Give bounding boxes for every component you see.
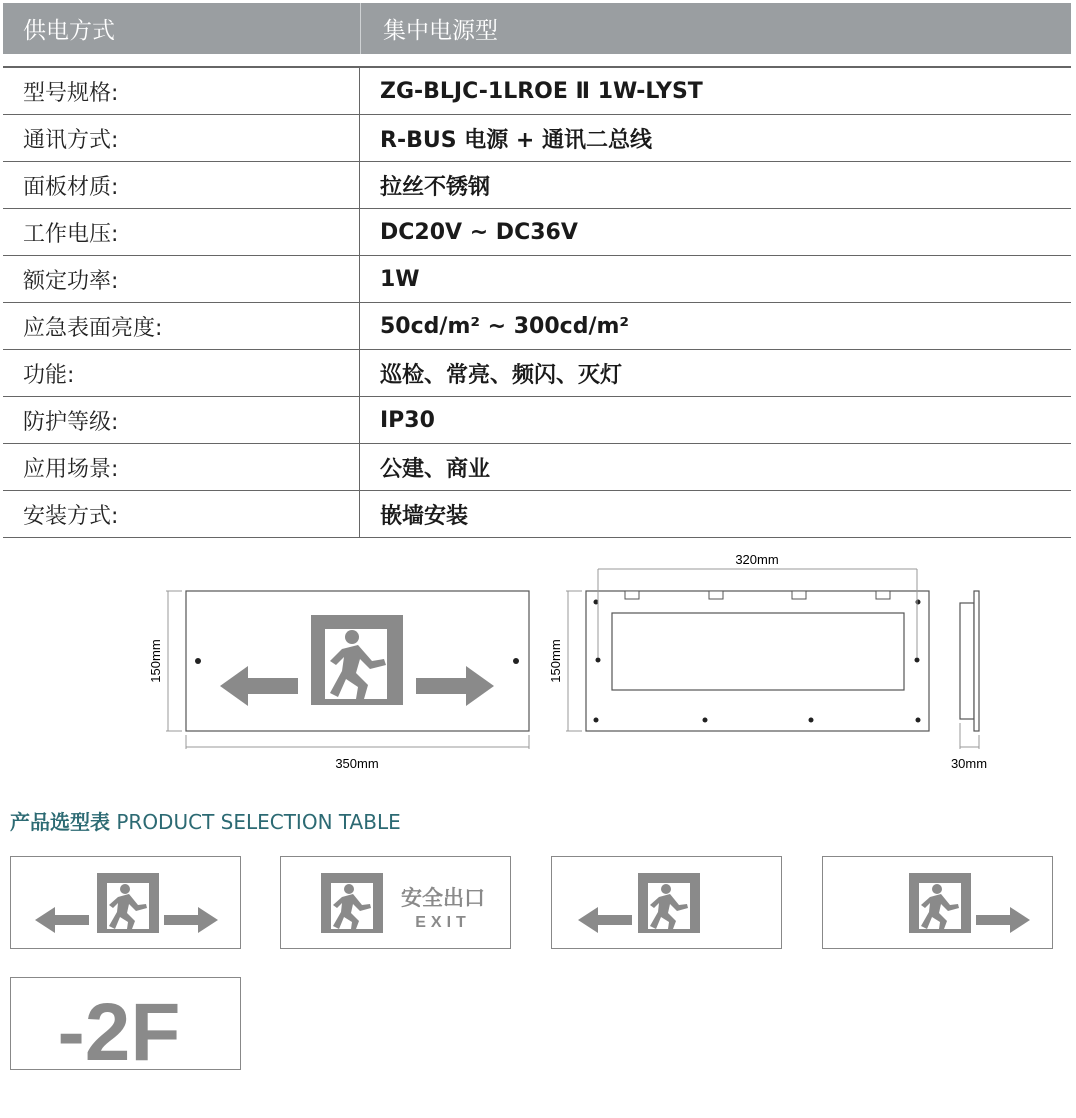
spec-label: 应用场景: xyxy=(3,444,360,490)
spec-label: 功能: xyxy=(3,350,360,396)
depth-label: 30mm xyxy=(950,756,988,771)
sign-option-safety-exit[interactable] xyxy=(280,856,511,949)
spec-label: 通讯方式: xyxy=(3,115,360,161)
table-row xyxy=(3,162,1071,209)
table-row xyxy=(3,350,1071,397)
running-man-icon xyxy=(909,873,971,933)
selection-title-cn: 产品选型表 xyxy=(10,810,110,834)
exit-cn-label: 安全出口 xyxy=(401,886,485,910)
spec-value: 巡检、常亮、频闪、灭灯 xyxy=(380,362,623,388)
spec-value: 嵌墙安装 xyxy=(380,503,469,529)
running-man-icon xyxy=(97,873,159,933)
sign-option-both-arrows[interactable] xyxy=(10,856,241,949)
side-view xyxy=(951,591,987,771)
table-row xyxy=(3,68,1071,115)
header-power-mode: 供电方式 xyxy=(23,18,115,44)
running-man-icon xyxy=(311,615,403,705)
back-width-label: 320mm xyxy=(735,552,779,567)
spec-label: 安装方式: xyxy=(3,491,360,537)
arrow-right-icon xyxy=(976,907,1030,933)
selection-table-title xyxy=(10,806,401,835)
spec-label: 额定功率: xyxy=(3,256,360,302)
back-view xyxy=(548,552,929,731)
table-row xyxy=(3,115,1071,162)
spec-label: 面板材质: xyxy=(3,162,360,208)
spec-label: 应急表面亮度: xyxy=(3,303,360,349)
table-row xyxy=(3,397,1071,444)
table-header xyxy=(3,3,1071,54)
front-height-label: 150mm xyxy=(148,639,163,683)
running-man-icon xyxy=(321,873,383,933)
table-row xyxy=(3,303,1071,350)
arrow-left-icon xyxy=(578,907,632,933)
header-power-type: 集中电源型 xyxy=(383,18,498,44)
back-height-label: 150mm xyxy=(548,639,563,683)
spec-value: IP30 xyxy=(380,407,435,433)
selection-title-en: PRODUCT SELECTION TABLE xyxy=(116,810,401,834)
spec-value: 公建、商业 xyxy=(380,456,491,482)
table-row xyxy=(3,444,1071,491)
front-width-label: 350mm xyxy=(335,756,379,771)
spec-value: ZG-BLJC-1LROE Ⅱ 1W-LYST xyxy=(380,78,703,104)
sign-option-right-arrow[interactable] xyxy=(822,856,1053,949)
table-row xyxy=(3,209,1071,256)
spec-value: 50cd/m² ~ 300cd/m² xyxy=(380,313,630,339)
dimension-diagram xyxy=(0,545,1076,775)
spec-value: DC20V ~ DC36V xyxy=(380,219,578,245)
spec-label: 工作电压: xyxy=(3,209,360,255)
table-row xyxy=(3,491,1071,538)
exit-en-label: EXIT xyxy=(415,914,471,931)
table-row xyxy=(3,256,1071,303)
spec-value: R-BUS 电源 + 通讯二总线 xyxy=(380,127,652,153)
spec-value: 拉丝不锈钢 xyxy=(380,174,491,200)
running-man-icon xyxy=(638,873,700,933)
sign-option-floor[interactable] xyxy=(10,977,241,1070)
floor-label: -2F xyxy=(57,987,181,1071)
spec-label: 型号规格: xyxy=(3,68,360,114)
spec-table xyxy=(3,66,1071,538)
front-view xyxy=(148,591,529,771)
spec-label: 防护等级: xyxy=(3,397,360,443)
arrow-right-icon xyxy=(164,907,218,933)
arrow-left-icon xyxy=(35,907,89,933)
sign-option-left-arrow[interactable] xyxy=(551,856,782,949)
spec-value: 1W xyxy=(380,266,420,292)
